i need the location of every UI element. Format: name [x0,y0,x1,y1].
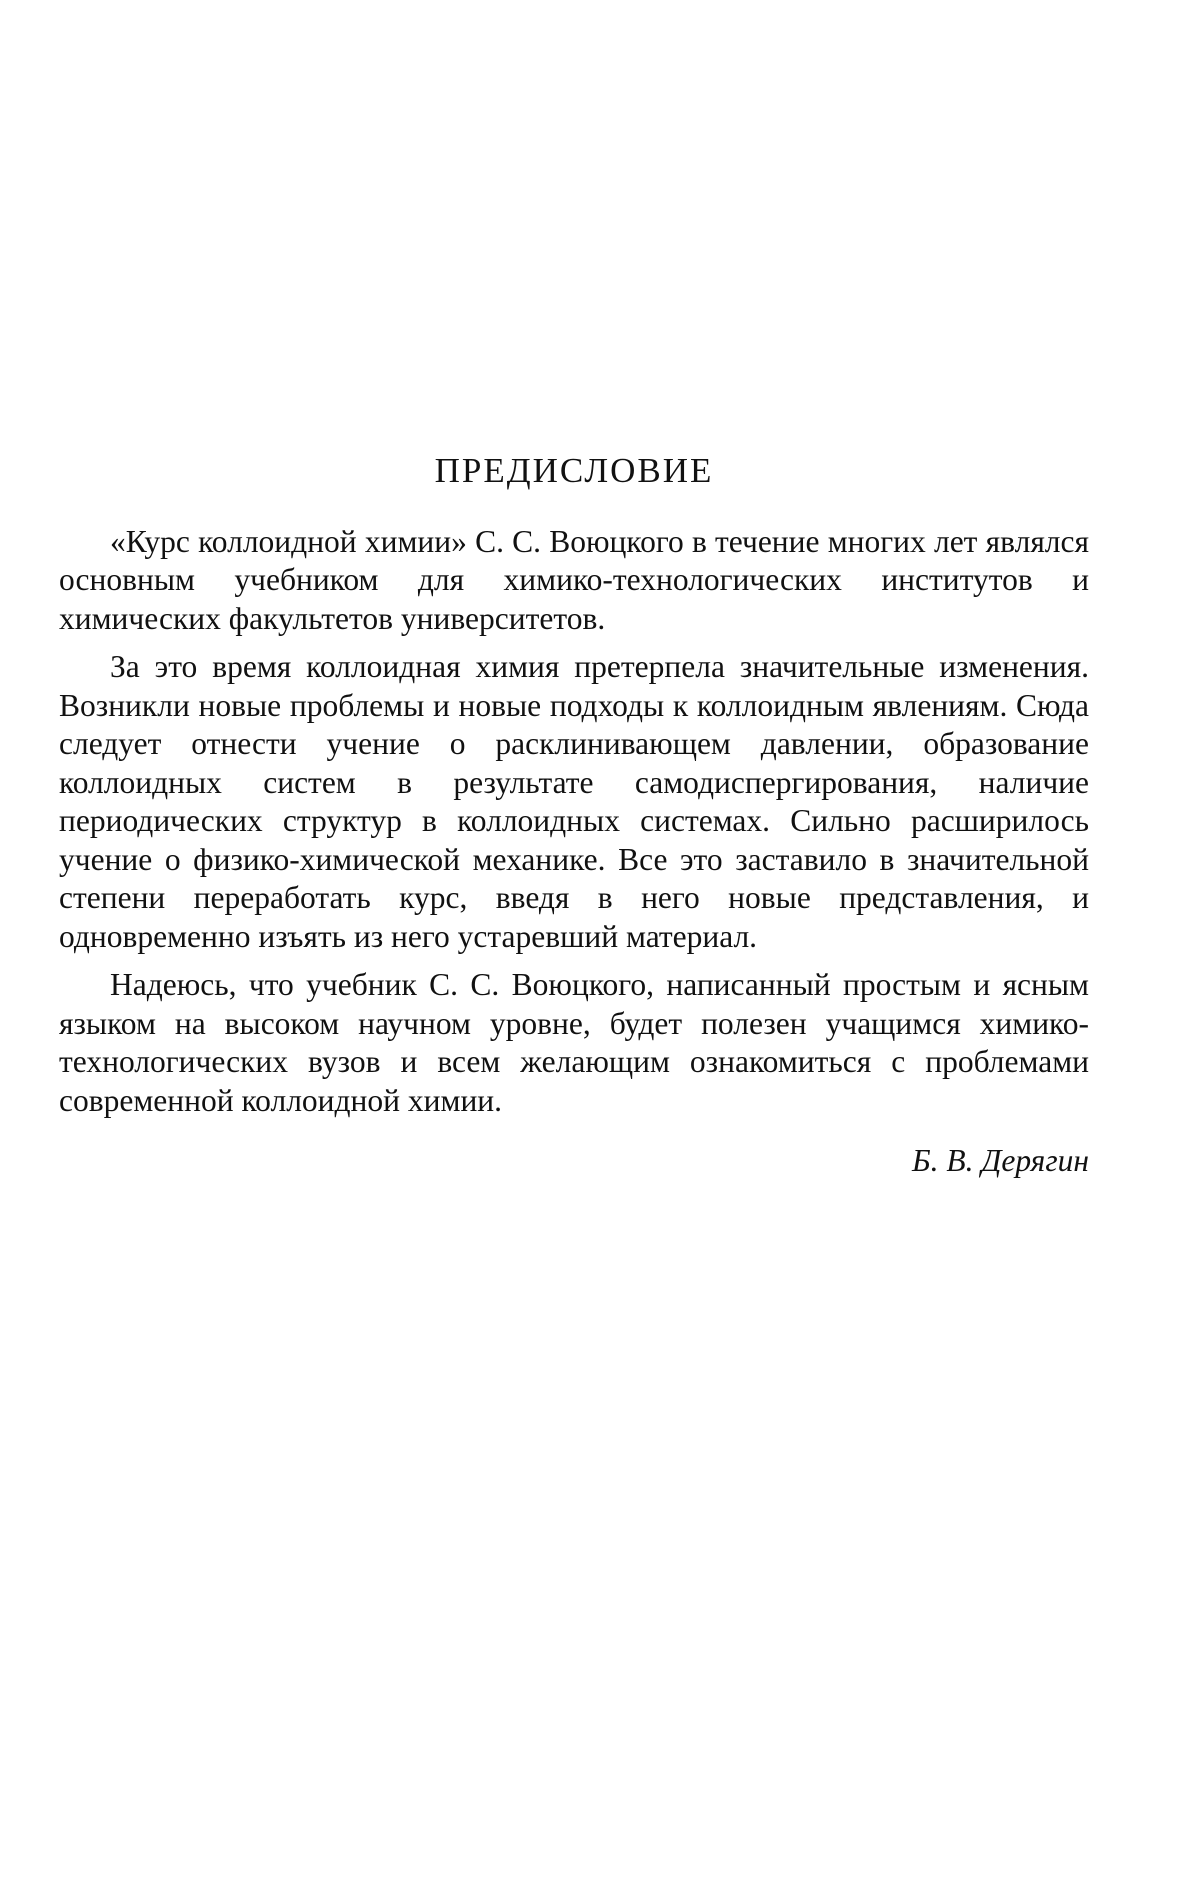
paragraph-3: Надеюсь, что учебник С. С. Воюцкого, написанный простым и ясным языком на высоком научном уровне, будет полезен учащимся химико-технологических вузов и всем желающим ознакомиться с проблемами современной коллоидной химии. [59,967,1089,1118]
paragraph-2: За это время коллоидная химия претерпела значительные изменения. Возникли новые проблемы и новые подходы к коллоидным явлениям. Сюда следует отнести учение о расклинивающем давлении, образование коллоидных систем в результате самодиспергирования, наличие периодических структур в коллоидных системах. Сильно расширилось учение о физико-химической механике. Все это заставило в значительной степени переработать курс, введя в него новые представления, и одновременно изъять из него устаревший материал. [59,649,1089,954]
preface-page [59,452,1089,1180]
paragraph-1: «Курс коллоидной химии» С. С. Воюцкого в течение многих лет являлся основным учебником для химико-технологических институтов и химических факультетов университетов. [59,523,1089,636]
page-title: ПРЕДИСЛОВИЕ [434,451,714,490]
author-signature: Б. В. Дерягин [912,1143,1089,1178]
